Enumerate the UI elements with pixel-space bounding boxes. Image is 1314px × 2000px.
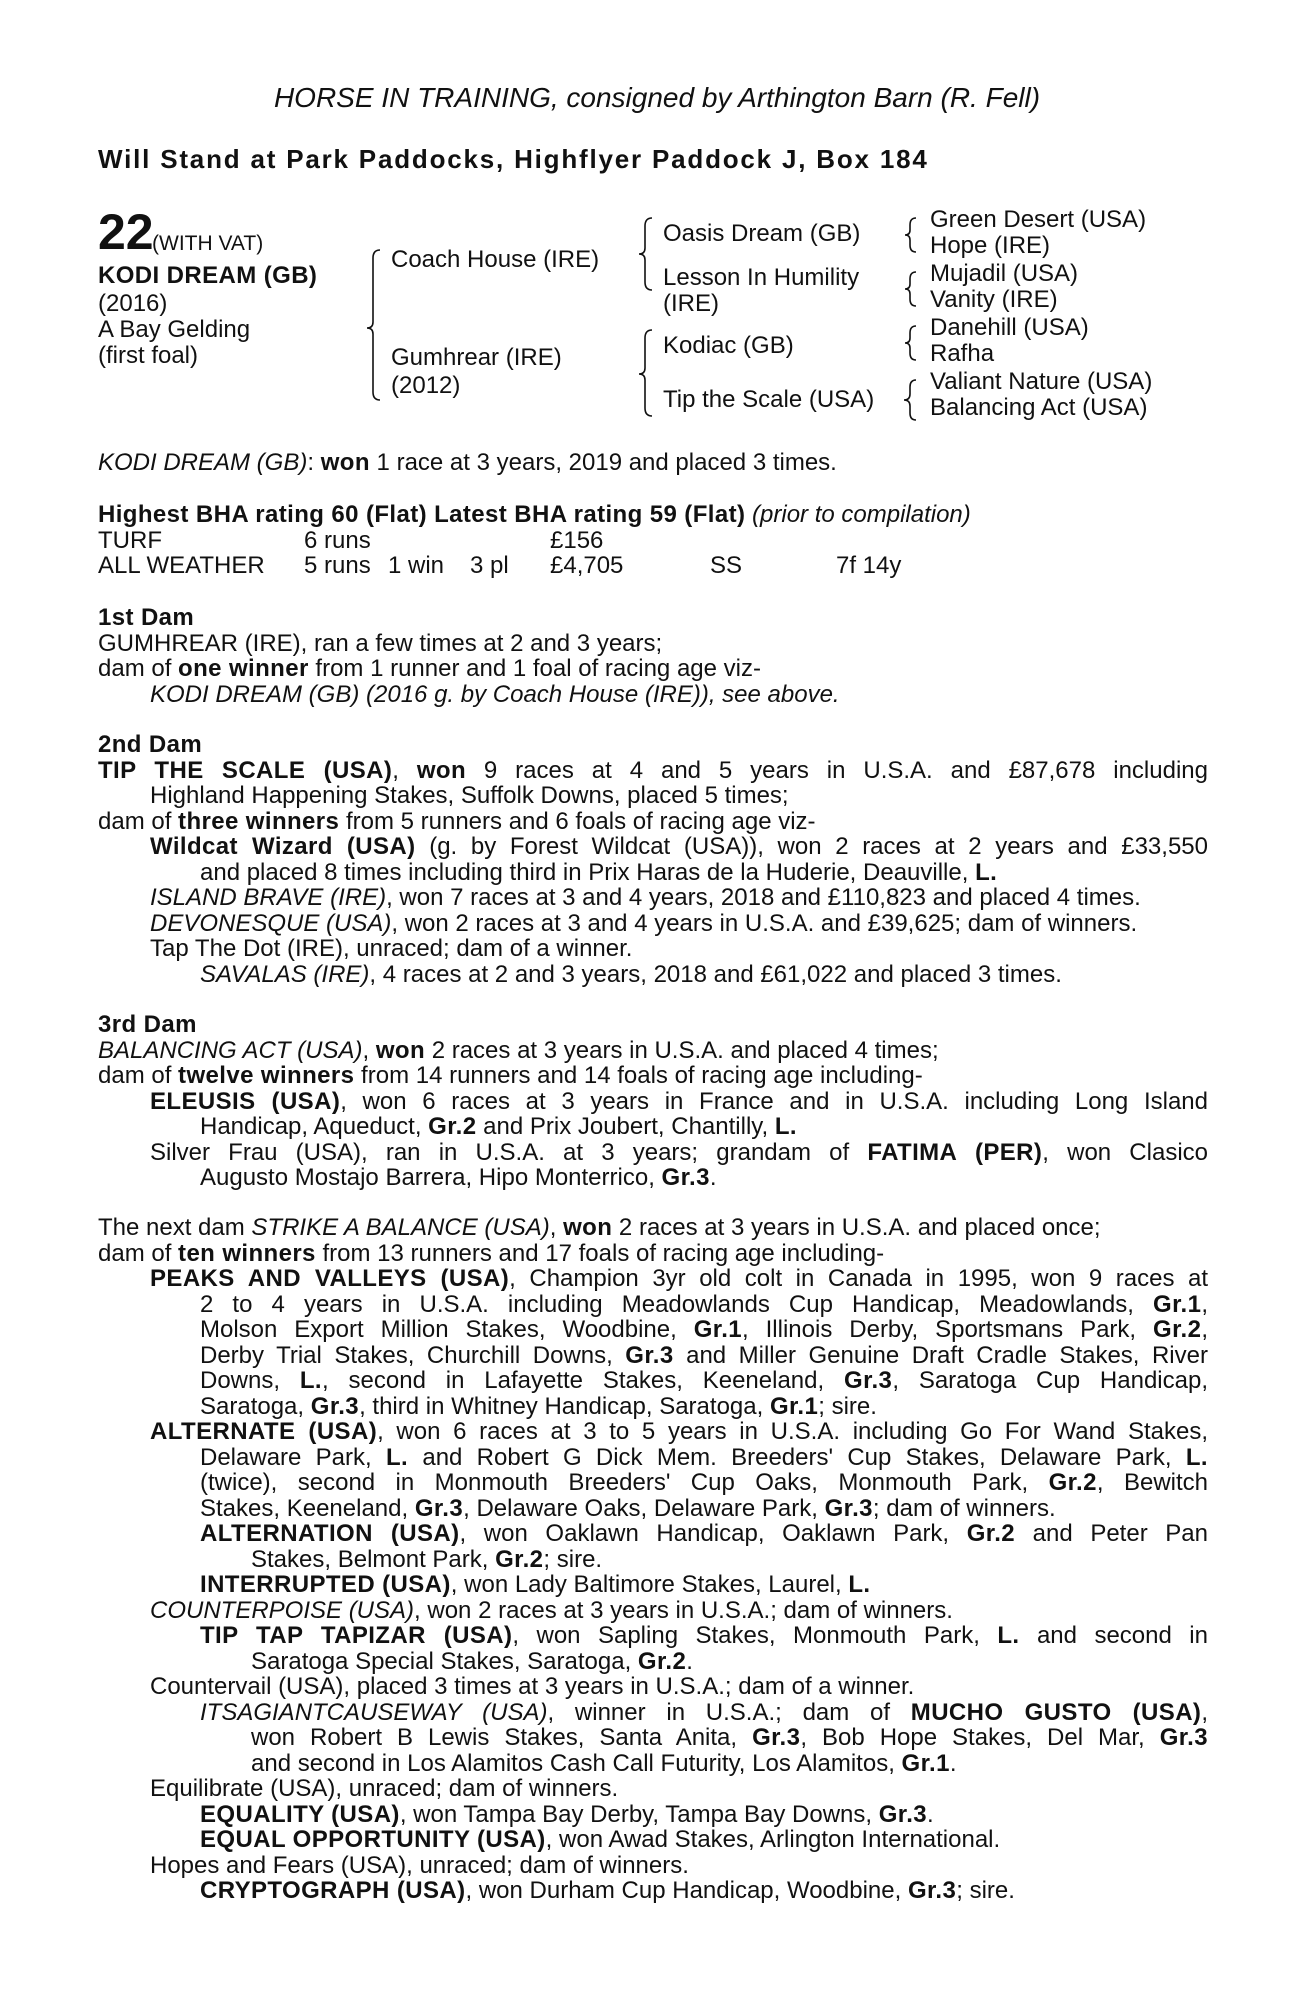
text: , <box>392 756 417 784</box>
dam-sire-dam: Rafha <box>930 340 995 367</box>
progeny-name: EQUALITY (USA) <box>200 1800 400 1828</box>
dam-sire: Kodiac (GB) <box>663 332 794 359</box>
grade: Gr.1 <box>901 1749 950 1777</box>
text: won Robert B Lewis Stakes, Santa Anita, <box>251 1724 753 1751</box>
summary-won: won <box>320 449 370 476</box>
text: Molson Export Million Stakes, Woodbine, <box>200 1316 694 1343</box>
text: , Illinois Derby, Sportsmans Park, <box>742 1316 1154 1343</box>
text: 2 races at 3 years in U.S.A. and placed once; <box>612 1214 1101 1241</box>
progeny-name: COUNTERPOISE (USA) <box>150 1596 415 1624</box>
progeny-name: Wildcat Wizard (USA) <box>150 833 416 860</box>
dam-name: TIP THE SCALE (USA) <box>98 756 393 784</box>
text: dam of <box>98 1062 179 1089</box>
progeny-name: INTERRUPTED (USA) <box>200 1571 451 1598</box>
text: Highland Happening Stakes, Suffolk Downs, placed 5 times; <box>150 782 789 809</box>
dam-dam-dam: Balancing Act (USA) <box>930 394 1148 421</box>
winners-count: one winner <box>178 655 309 682</box>
text: , Champion 3yr old colt in Canada in 1995, won 9 races at <box>509 1265 1208 1292</box>
grade: L. <box>774 1113 797 1140</box>
race-summary <box>98 450 1208 476</box>
grade: Gr.3 <box>824 1494 873 1522</box>
progeny-name: PEAKS AND VALLEYS (USA) <box>150 1265 510 1292</box>
rating-record <box>98 502 1208 579</box>
text: Silver Frau (USA), ran in U.S.A. at 3 years; grandam of <box>150 1138 868 1166</box>
won: won <box>563 1214 613 1241</box>
grade: L. <box>1185 1443 1208 1471</box>
record-money: £156 <box>550 526 604 554</box>
text: ; sire. <box>818 1392 877 1420</box>
record-money: £4,705 <box>550 552 624 579</box>
text: , <box>1201 1698 1208 1726</box>
next-dam-section <box>98 1215 1208 1904</box>
horse-description: A Bay Gelding <box>98 316 251 343</box>
text: Delaware Park, <box>200 1443 386 1471</box>
progeny-name: FATIMA (PER) <box>867 1138 1043 1166</box>
second-dam-section <box>98 732 1208 987</box>
section-heading: 2nd Dam <box>98 731 203 758</box>
record-row-turf <box>98 528 1208 554</box>
text: (g. by Forest Wildcat (USA)), won 2 races at 2 years and £33,550 <box>415 833 1208 860</box>
text: and placed 8 times including third in Prix Haras de la Huderie, Deauville, <box>200 858 976 886</box>
progeny-name: EQUAL OPPORTUNITY (USA) <box>200 1826 546 1853</box>
progeny-line: Countervail (USA), placed 3 times at 3 years in U.S.A.; dam of a winner. <box>150 1673 915 1700</box>
record-wins: 1 win <box>388 552 445 579</box>
grade: L. <box>997 1622 1020 1649</box>
text: and Miller Genuine Draft Cradle Stakes, River <box>673 1341 1208 1369</box>
text: Saratoga Special Stakes, Saratoga, <box>251 1647 638 1675</box>
text: , won Oaklawn Handicap, Oaklawn Park, <box>459 1520 967 1547</box>
text: , Bob Hope Stakes, Del Mar, <box>800 1724 1160 1751</box>
grade: Gr.3 <box>414 1494 464 1522</box>
progeny-name: DEVONESQUE (USA) <box>150 909 392 937</box>
progeny-name: MUCHO GUSTO (USA) <box>910 1698 1202 1726</box>
text: , <box>1201 1290 1208 1318</box>
text: Derby Trial Stakes, Churchill Downs, <box>200 1341 626 1369</box>
grade: Gr.3 <box>878 1800 928 1828</box>
text: , winner in U.S.A.; dam of <box>547 1698 911 1726</box>
text: ; sire. <box>956 1877 1015 1904</box>
sire: Coach House (IRE) <box>391 246 600 273</box>
text: . <box>709 1164 717 1191</box>
text: Stakes, Keeneland, <box>200 1494 415 1522</box>
first-dam-section <box>98 605 1208 707</box>
summary-colon: : <box>307 449 315 476</box>
third-dam-section <box>98 1012 1208 1191</box>
dam-name: STRIKE A BALANCE (USA) <box>251 1214 550 1241</box>
text: 2 races at 3 years in U.S.A. and placed 4 times; <box>425 1036 939 1064</box>
won: won <box>375 1036 426 1064</box>
text: and Robert G Dick Mem. Breeders' Cup Stakes, Delaware Park, <box>408 1443 1186 1471</box>
progeny-name: CRYPTOGRAPH (USA) <box>200 1877 466 1904</box>
text: dam of <box>98 655 179 682</box>
grade: L. <box>385 1443 409 1471</box>
sire-sire: Oasis Dream (GB) <box>663 220 861 247</box>
grade: Gr.1 <box>693 1316 743 1343</box>
grade: L. <box>975 858 998 886</box>
grade: Gr.3 <box>1159 1724 1208 1751</box>
text: , Bewitch <box>1096 1469 1209 1496</box>
page-header: HORSE IN TRAINING, consigned by Arthington Barn (R. Fell) <box>273 82 1041 113</box>
dam-sire-sire: Danehill (USA) <box>930 314 1089 341</box>
text: , won Clasico <box>1042 1138 1208 1166</box>
text: , <box>1201 1316 1209 1343</box>
section-heading: 3rd Dam <box>98 1011 197 1038</box>
dam-year: (2012) <box>391 372 461 399</box>
summary-horse: KODI DREAM (GB) <box>98 449 308 476</box>
progeny-line: KODI DREAM (GB) (2016 g. by Coach House (IRE)), see above. <box>150 680 840 708</box>
grade: Gr.3 <box>310 1392 360 1420</box>
text: , won Tampa Bay Derby, Tampa Bay Downs, <box>399 1800 879 1828</box>
won: won <box>416 756 467 784</box>
text: from 14 runners and 14 foals of racing age including- <box>354 1062 923 1089</box>
text: , won Lady Baltimore Stakes, Laurel, <box>450 1571 849 1598</box>
text: and Peter Pan <box>1015 1520 1209 1547</box>
text: , won Awad Stakes, Arlington International. <box>545 1826 1001 1853</box>
record-placed: 3 pl <box>470 552 509 579</box>
record-runs: 6 runs <box>304 526 371 554</box>
dam-line: GUMHREAR (IRE), ran a few times at 2 and 3 years; <box>98 629 663 657</box>
record-distance: 7f 14y <box>836 552 902 579</box>
foaling-year: (2016) <box>98 290 168 317</box>
text: , Saratoga Cup Handicap, <box>892 1367 1208 1394</box>
text: , won 2 races at 3 and 4 years in U.S.A. and £39,625; dam of winners. <box>391 909 1138 937</box>
grade: Gr.3 <box>844 1367 893 1394</box>
record-row-allweather <box>98 553 1208 579</box>
text: , <box>549 1214 564 1241</box>
record-runs: 5 runs <box>304 552 371 579</box>
progeny-name: SAVALAS (IRE) <box>200 960 370 988</box>
bha-rating: Highest BHA rating 60 (Flat) Latest BHA rating 59 (Flat) <box>98 501 746 528</box>
text: , won 6 races at 3 years in France and in U.S.A. including Long Island <box>340 1087 1208 1115</box>
grade: Gr.2 <box>637 1647 687 1675</box>
sire-dam-country: (IRE) <box>663 290 719 317</box>
text: from 1 runner and 1 foal of racing age viz- <box>308 655 761 682</box>
record-surface: TURF <box>98 526 162 554</box>
text: (twice), second in Monmouth Breeders' Cup Oaks, Monmouth Park, <box>200 1469 1049 1496</box>
grade: L. <box>299 1367 323 1394</box>
dam-dam-sire: Valiant Nature (USA) <box>930 368 1153 395</box>
summary-rest: 1 race at 3 years, 2019 and placed 3 times. <box>369 449 837 476</box>
pedigree-table <box>0 200 1314 440</box>
dam-dam: Tip the Scale (USA) <box>663 386 875 413</box>
text: , second in Lafayette Stakes, Keeneland, <box>322 1367 844 1394</box>
text: ; dam of winners. <box>872 1494 1056 1522</box>
grade: Gr.2 <box>1153 1316 1202 1343</box>
progeny-line: Hopes and Fears (USA), unraced; dam of winners. <box>150 1851 689 1879</box>
text: and second in <box>1019 1622 1208 1649</box>
text: . <box>949 1749 957 1777</box>
grade: Gr.3 <box>907 1877 957 1904</box>
progeny-name: ALTERNATION (USA) <box>200 1520 460 1547</box>
winners-count: twelve winners <box>178 1062 355 1089</box>
text: , <box>362 1036 376 1064</box>
text: , won Durham Cup Handicap, Woodbine, <box>465 1877 908 1904</box>
text: , third in Whitney Handicap, Saratoga, <box>359 1392 770 1420</box>
text: Saratoga, <box>200 1392 311 1420</box>
progeny-line: Equilibrate (USA), unraced; dam of winners. <box>150 1775 619 1802</box>
dam: Gumhrear (IRE) <box>391 344 562 371</box>
record-ss: SS <box>710 552 743 579</box>
grade: Gr.2 <box>428 1113 477 1140</box>
progeny-name: TIP TAP TAPIZAR (USA) <box>200 1622 513 1649</box>
grade: Gr.3 <box>752 1724 801 1751</box>
text: dam of <box>98 807 179 835</box>
progeny-line: Tap The Dot (IRE), unraced; dam of a winner. <box>150 935 633 962</box>
progeny-name: ALTERNATE (USA) <box>150 1418 378 1445</box>
dam-name: BALANCING ACT (USA) <box>98 1036 363 1064</box>
text: dam of <box>98 1239 179 1267</box>
vat-note: (WITH VAT) <box>152 232 264 255</box>
text: , won 7 races at 3 and 4 years, 2018 and £110,823 and placed 4 times. <box>386 884 1141 911</box>
grade: Gr.2 <box>1048 1469 1097 1496</box>
sire-dam-sire: Mujadil (USA) <box>930 260 1079 287</box>
text: , Delaware Oaks, Delaware Park, <box>463 1494 825 1522</box>
text: from 5 runners and 6 foals of racing age viz- <box>339 807 816 835</box>
sire-dam: Lesson In Humility <box>663 264 860 291</box>
grade: Gr.2 <box>495 1545 544 1573</box>
horse-name: KODI DREAM (GB) <box>98 262 318 289</box>
rating-note: (prior to compilation) <box>752 501 971 528</box>
progeny-name: ELEUSIS (USA) <box>150 1087 341 1115</box>
text: and Prix Joubert, Chantilly, <box>476 1113 775 1140</box>
text: , 4 races at 2 and 3 years, 2018 and £61,022 and placed 3 times. <box>369 960 1062 988</box>
sire-sire-dam: Hope (IRE) <box>930 232 1051 259</box>
text: Stakes, Belmont Park, <box>251 1545 496 1573</box>
foal-note: (first foal) <box>98 342 199 369</box>
text: Downs, <box>200 1367 300 1394</box>
progeny-name: ISLAND BRAVE (IRE) <box>150 884 387 911</box>
text: 9 races at 4 and 5 years in U.S.A. and £87,678 including <box>466 756 1208 784</box>
record-surface: ALL WEATHER <box>98 552 265 579</box>
grade: Gr.1 <box>1153 1290 1202 1318</box>
text: , won 2 races at 3 years in U.S.A.; dam of winners. <box>414 1596 953 1624</box>
grade: L. <box>848 1571 871 1598</box>
winners-count: ten winners <box>178 1239 316 1267</box>
sire-sire-sire: Green Desert (USA) <box>930 206 1147 233</box>
grade: Gr.1 <box>769 1392 819 1420</box>
text: Handicap, Aqueduct, <box>200 1113 429 1140</box>
grade: Gr.3 <box>625 1341 674 1369</box>
text: ; sire. <box>543 1545 603 1573</box>
text: from 13 runners and 17 foals of racing age including- <box>315 1239 885 1267</box>
text: Augusto Mostajo Barrera, Hipo Monterrico, <box>200 1164 662 1191</box>
sire-dam-dam: Vanity (IRE) <box>930 286 1058 313</box>
text: , won Sapling Stakes, Monmouth Park, <box>512 1622 998 1649</box>
text: The next dam <box>98 1214 252 1241</box>
grade: Gr.3 <box>661 1164 710 1191</box>
text: . <box>927 1800 934 1828</box>
stand-location: Will Stand at Park Paddocks, Highflyer Paddock J, Box 184 <box>98 144 929 174</box>
winners-count: three winners <box>178 807 340 835</box>
section-heading: 1st Dam <box>98 604 195 631</box>
progeny-name: ITSAGIANTCAUSEWAY (USA) <box>200 1698 548 1726</box>
lot-number: 22 <box>98 204 154 260</box>
text: . <box>686 1647 693 1675</box>
text: and second in Los Alamitos Cash Call Futurity, Los Alamitos, <box>251 1749 902 1777</box>
text: , won 6 races at 3 to 5 years in U.S.A. including Go For Wand Stakes, <box>377 1418 1208 1445</box>
grade: Gr.2 <box>966 1520 1016 1547</box>
text: 2 to 4 years in U.S.A. including Meadowlands Cup Handicap, Meadowlands, <box>200 1290 1154 1318</box>
